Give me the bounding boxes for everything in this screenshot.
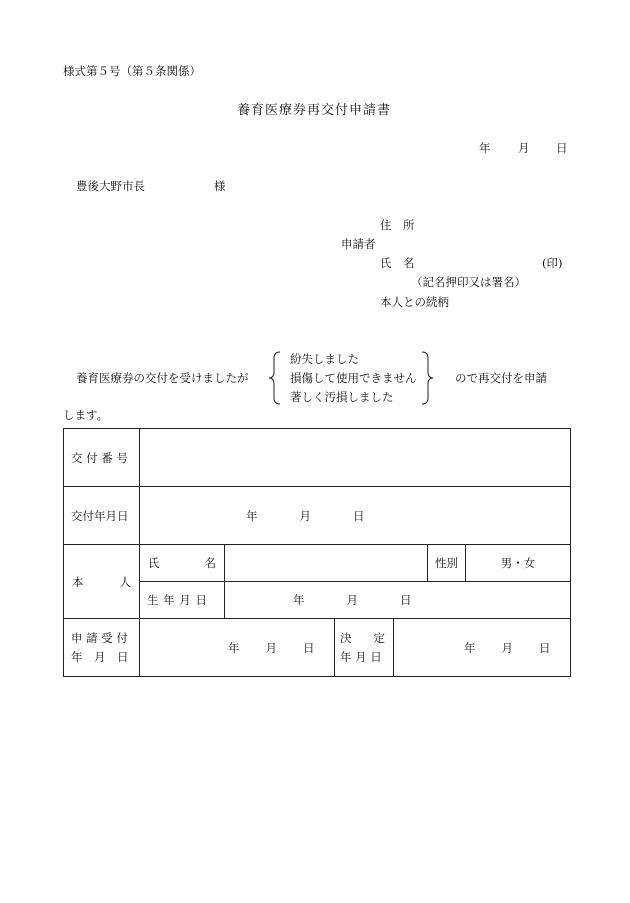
applicant-label: 申請者 [341, 237, 376, 251]
applicant-seal-note: （記名押印又は署名） [411, 275, 526, 289]
gender-label: 性別 [428, 545, 466, 582]
statement-suffix: ので再交付を申請 [455, 371, 547, 385]
applicant-name-label: 氏 名 [380, 256, 415, 270]
applicant-relation-label: 本人との続柄 [380, 295, 449, 309]
issue-date-field[interactable] [140, 487, 571, 545]
addressee-mayor: 豊後大野市長 [76, 179, 145, 193]
person-label-1: 本 [72, 574, 84, 589]
decision-date-month: 月 [501, 640, 513, 655]
birth-year: 年 [293, 593, 305, 607]
decision-label-1a: 決 [340, 631, 352, 646]
issue-date-row [64, 487, 571, 545]
name-label-1: 氏 [148, 556, 160, 570]
application-date-label [64, 619, 140, 677]
person-birth-row [64, 582, 571, 619]
name-field[interactable] [225, 545, 428, 582]
application-date-day: 日 [303, 640, 315, 655]
applicant-seal: (印) [542, 256, 563, 270]
date-month: 月 [518, 141, 530, 155]
issue-number-row [64, 429, 571, 487]
issue-date-month: 月 [299, 508, 311, 523]
issue-number-label: 交 付 番 号 [64, 429, 140, 487]
form-number: 様式第５号（第５条関係） [63, 64, 201, 78]
birth-field[interactable] [225, 582, 571, 619]
gender-field[interactable]: 男・女 [466, 545, 571, 582]
decision-date-year: 年 [464, 640, 476, 655]
application-date-row [64, 619, 571, 677]
statement-option-soiled: 著しく汚損しました [290, 390, 394, 404]
person-label [64, 545, 140, 619]
page-title: 養育医療券再交付申請書 [237, 103, 392, 118]
left-brace [268, 351, 282, 405]
application-table [63, 428, 571, 677]
right-brace [420, 351, 434, 405]
birth-label: 生 年 月 日 [140, 582, 225, 619]
person-label-2: 人 [119, 574, 131, 589]
name-label-2: 名 [204, 556, 216, 570]
application-date-month: 月 [265, 640, 277, 655]
name-label [140, 545, 225, 582]
birth-day: 日 [400, 593, 412, 607]
addressee-honorific: 様 [214, 179, 226, 193]
statement-option-lost: 紛失しました [290, 352, 359, 366]
statement-prefix: 養育医療券の交付を受けましたが [76, 371, 249, 385]
decision-date-day: 日 [539, 640, 551, 655]
issue-date-label: 交付年月日 [64, 487, 140, 545]
issue-number-field[interactable] [140, 429, 571, 487]
date-day: 日 [556, 141, 568, 155]
application-date-label-1: 申 請 受 付 [71, 631, 128, 646]
application-date-field[interactable] [140, 619, 335, 677]
date-year: 年 [479, 141, 491, 155]
person-name-row [64, 545, 571, 582]
application-date-label-2: 年 月 日 [71, 649, 129, 664]
statement-option-damaged: 損傷して使用できません [290, 371, 417, 385]
decision-date-field[interactable] [394, 619, 571, 677]
issue-date-day: 日 [353, 508, 365, 523]
issue-date-year: 年 [246, 508, 258, 523]
decision-label-1b: 定 [373, 631, 385, 646]
decision-label-2: 年 月 日 [340, 649, 382, 664]
statement-continuation: します。 [63, 408, 109, 422]
decision-date-label [335, 619, 394, 677]
birth-month: 月 [346, 593, 358, 607]
application-date-year: 年 [228, 640, 240, 655]
applicant-address-label: 住 所 [380, 218, 415, 232]
